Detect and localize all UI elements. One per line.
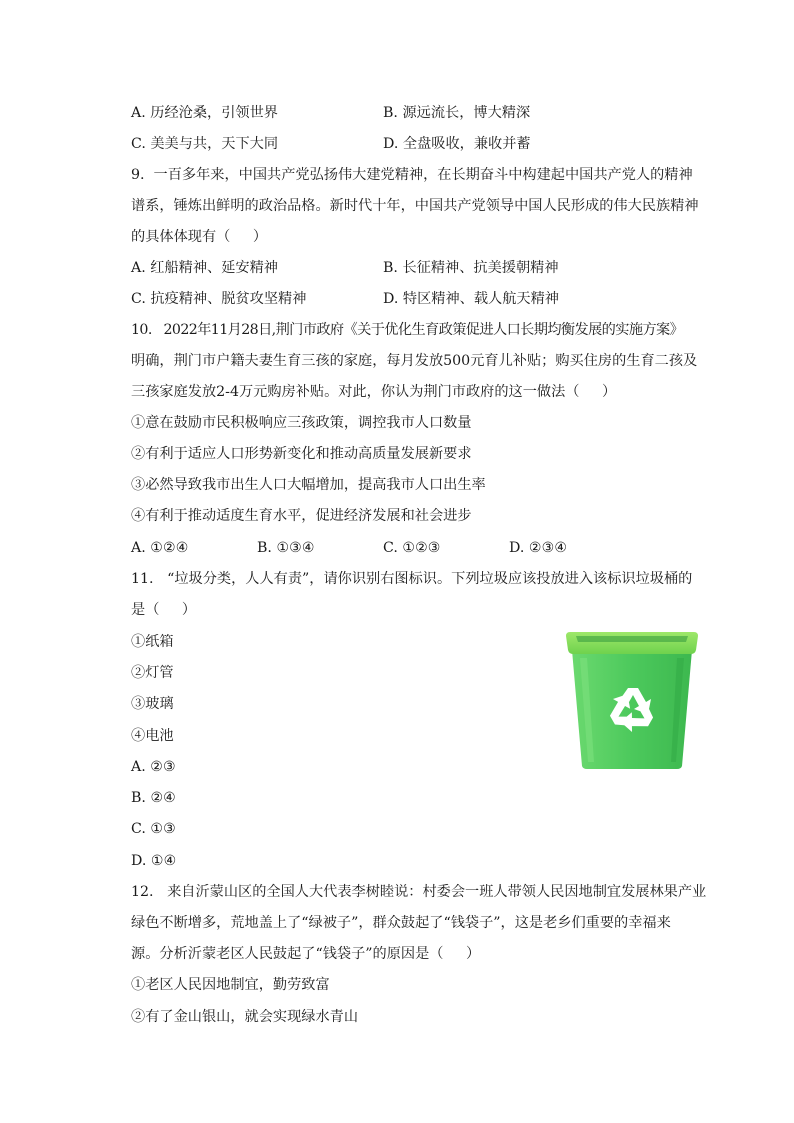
q10-stem-line-1: 10. 2022年11月28日,荆门市政府《关于优化生育政策促进人口长期均衡发展的实施方案》 (131, 322, 684, 338)
q9-option-c: C. 抗疫精神、脱贫攻坚精神 (131, 291, 307, 307)
q10-stem-line-2: 明确，荆门市户籍夫妻生育三孩的家庭，每月发放500元育儿补贴；购买住房的生育二孩及 (131, 353, 698, 369)
q8-option-d: D. 全盘吸收，兼收并蓄 (383, 136, 531, 152)
q9-option-d: D. 特区精神、载人航天精神 (383, 291, 559, 307)
q11-option-b: B. ②④ (131, 790, 176, 806)
q11-statement-2: ②灯管 (131, 665, 174, 681)
q9-option-a: A. 红船精神、延安精神 (131, 260, 278, 276)
q8-option-c: C. 美美与共，天下大同 (131, 136, 279, 152)
q12-stem-line-2: 绿色不断增多，荒地盖上了“绿被子”，群众鼓起了“钱袋子”，这是老乡们重要的幸福来 (131, 915, 671, 931)
q12-stem-line-1: 12. 来自沂蒙山区的全国人大代表李树睦说：村委会一班人带领人民因地制宜发展林果产业 (131, 884, 707, 900)
q11-stem-line-2: 是（ ） (131, 602, 197, 618)
q10-statement-4: ④有利于推动适度生育水平，促进经济发展和社会进步 (131, 508, 472, 524)
q10-option-a: A. ①②④ (131, 540, 189, 556)
q10-option-b: B. ①③④ (257, 540, 315, 556)
q10-statement-2: ②有利于适应人口形势新变化和推动高质量发展新要求 (131, 446, 472, 462)
q12-statement-1: ①老区人民因地制宜，勤劳致富 (131, 977, 330, 993)
q10-stem-line-3: 三孩家庭发放2-4万元购房补贴。对此，你认为荆门市政府的这一做法（ ） (131, 384, 617, 400)
q8-option-b: B. 源远流长，博大精深 (383, 105, 531, 121)
q9-stem-line-1: 9. 一百多年来，中国共产党弘扬伟大建党精神，在长期奋斗中构建起中国共产党人的精神 (131, 167, 693, 183)
q12-statement-2: ②有了金山银山，就会实现绿水青山 (131, 1009, 359, 1025)
q10-statement-3: ③必然导致我市出生人口大幅增加，提高我市人口出生率 (131, 477, 486, 493)
q11-statement-1: ①纸箱 (131, 634, 174, 650)
q8-option-a: A. 历经沧桑，引领世界 (131, 105, 278, 121)
q12-stem-line-3: 源。分析沂蒙老区人民鼓起了“钱袋子”的原因是（ ） (131, 946, 481, 962)
recycling-bin-icon (566, 628, 698, 770)
q11-statement-4: ④电池 (131, 728, 174, 744)
q10-option-d: D. ②③④ (509, 540, 568, 556)
q9-stem-line-3: 的具体体现有（ ） (131, 229, 268, 245)
q11-option-c: C. ①③ (131, 821, 176, 837)
q11-option-d: D. ①④ (131, 853, 177, 869)
q9-option-b: B. 长征精神、抗美援朝精神 (383, 260, 559, 276)
q11-stem-line-1: 11. “垃圾分类，人人有责”，请你识别右图标识。下列垃圾应该投放进入该标识垃圾桶的 (131, 571, 693, 587)
q9-stem-line-2: 谱系，锤炼出鲜明的政治品格。新时代十年，中国共产党领导中国人民形成的伟大民族精神 (131, 198, 699, 214)
q11-statement-3: ③玻璃 (131, 696, 174, 712)
q11-option-a: A. ②③ (131, 759, 176, 775)
q10-statement-1: ①意在鼓励市民积极响应三孩政策，调控我市人口数量 (131, 415, 472, 431)
q10-option-c: C. ①②③ (383, 540, 441, 556)
